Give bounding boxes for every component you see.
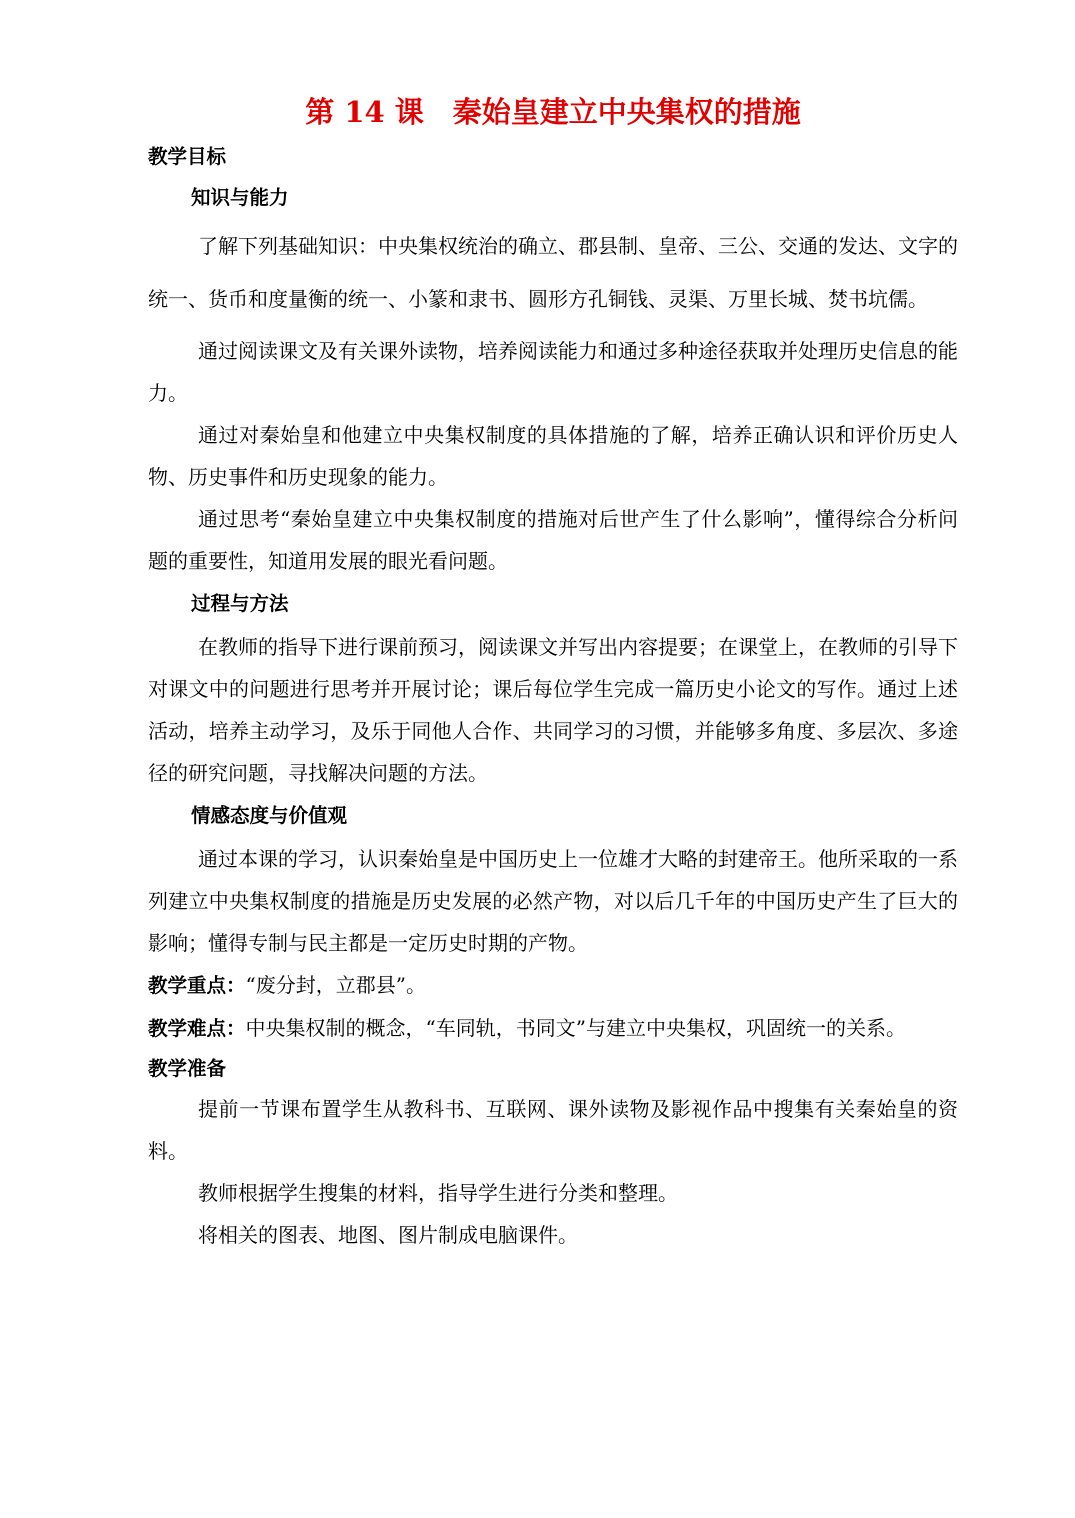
knowledge-paragraph-4: 通过思考“秦始皇建立中央集权制度的措施对后世产生了什么影响”，懂得综合分析问题的重要性，知道用发展的眼光看问题。 xyxy=(148,507,958,573)
teaching-goals-heading: 教学目标 xyxy=(148,145,227,168)
preparation-section xyxy=(148,1050,958,1256)
knowledge-ability-heading: 知识与能力 xyxy=(191,186,289,209)
process-method-heading: 过程与方法 xyxy=(191,592,289,615)
lesson-title: 第 14 课 秦始皇建立中央集权的措施 xyxy=(305,95,801,129)
preparation-paragraph-3: 将相关的图表、地图、图片制成电脑课件。 xyxy=(198,1223,578,1247)
values-paragraph: 通过本课的学习，认识秦始皇是中国历史上一位雄才大略的封建帝王。他所采取的一系列建立中央集权制度的措施是历史发展的必然产物，对以后几千年的中国历史产生了巨大的影响；懂得专制与民主都是一定历史时期的产物。 xyxy=(148,847,958,955)
difficult-point-text: 中央集权制的概念，“车同轨，书同文”与建立中央集权，巩固统一的关系。 xyxy=(245,1016,906,1040)
document-page xyxy=(148,86,958,1256)
key-point-text: “废分封，立郡县”。 xyxy=(245,973,426,997)
difficult-point-label: 教学难点： xyxy=(148,1017,246,1040)
process-paragraph: 在教师的指导下进行课前预习，阅读课文并写出内容提要；在课堂上，在教师的引导下对课文中的问题进行思考并开展讨论；课后每位学生完成一篇历史小论文的写作。通过上述活动，培养主动学习，及乐于同他人合作、共同学习的习惯，并能够多角度、多层次、多途径的研究问题，寻找解决问题的方法。 xyxy=(148,635,958,785)
teaching-goals-section xyxy=(148,138,958,964)
key-point-label: 教学重点： xyxy=(148,974,246,997)
knowledge-paragraph-3: 通过对秦始皇和他建立中央集权制度的具体措施的了解，培养正确认识和评价历史人物、历史事件和历史现象的能力。 xyxy=(148,423,958,489)
knowledge-paragraph-2: 通过阅读课文及有关课外读物，培养阅读能力和通过多种途径获取并处理历史信息的能力。 xyxy=(148,339,958,405)
difficult-point-line xyxy=(148,1007,958,1050)
knowledge-paragraph-1: 了解下列基础知识：中央集权统治的确立、郡县制、皇帝、三公、交通的发达、文字的统一、货币和度量衡的统一、小篆和隶书、圆形方孔铜钱、灵渠、万里长城、焚书坑儒。 xyxy=(148,234,958,311)
values-heading: 情感态度与价值观 xyxy=(191,804,348,827)
preparation-paragraph-2: 教师根据学生搜集的材料，指导学生进行分类和整理。 xyxy=(198,1181,678,1205)
preparation-paragraph-1: 提前一节课布置学生从教科书、互联网、课外读物及影视作品中搜集有关秦始皇的资料。 xyxy=(148,1097,958,1163)
preparation-heading: 教学准备 xyxy=(148,1057,227,1080)
key-point-line xyxy=(148,964,958,1007)
